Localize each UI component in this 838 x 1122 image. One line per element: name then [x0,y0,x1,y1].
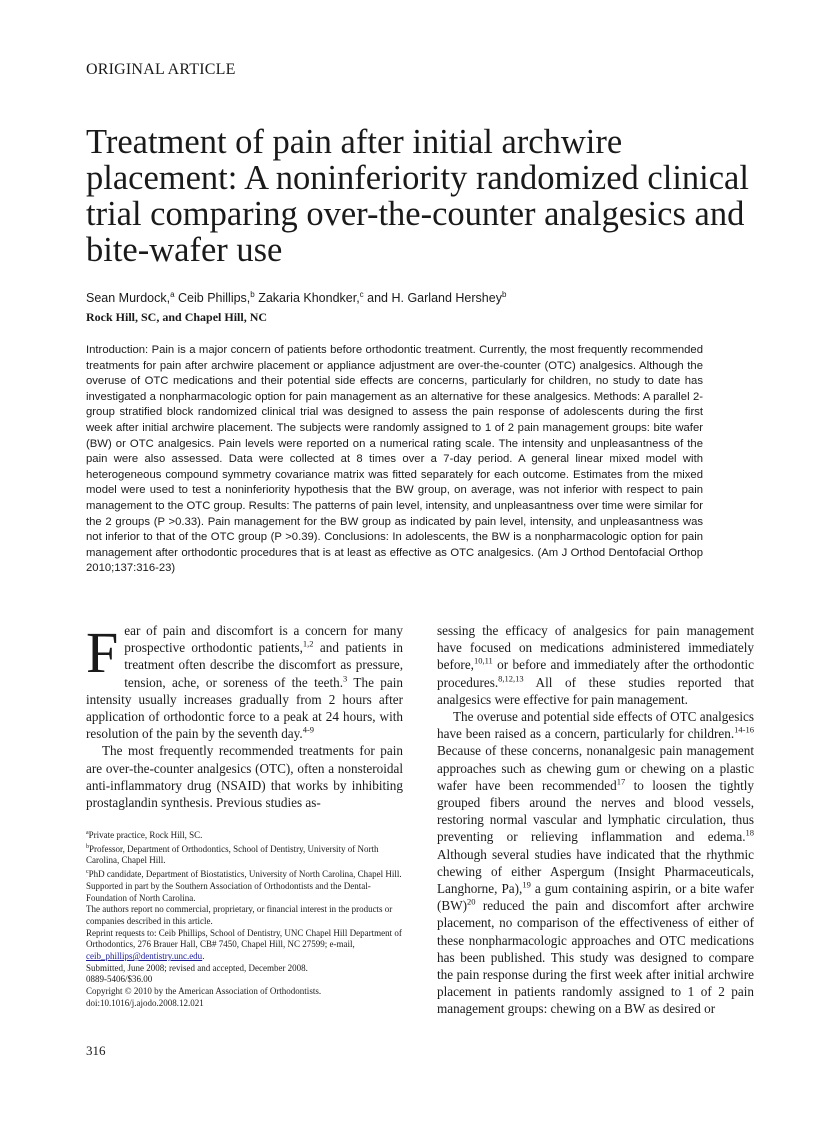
footnote-c [86,867,403,881]
author-name: and H. Garland Hershey [367,291,502,306]
reference-citation[interactable]: 3 [343,673,348,684]
footnote-text: . [202,951,205,962]
reference-citation[interactable]: 20 [467,896,476,907]
abstract: Introduction: Pain is a major concern of patients before orthodontic treatment. Currently, the most frequently recommended treatments for pain after archwire placement or appliance adjustment are over-the-counter (OTC) analgesics. Although the overuse of OTC medications and their potential side effects are concerns, particularly for children, no study to date has investigated a nonpharmacologic option for pain management as an alternative for these analgesics. Methods: A parallel 2-group stratified block randomized clinical trial was designed to assess the pain response of adolescents during the first week after initial archwire placement. The subjects were randomly assigned to 1 of 2 pain management groups: bite wafer (BW) or OTC analgesics. Pain levels were reported on a numerical rating scale. The intensity and unpleasantness of the pain were also assessed. Data were collected at 8 times over a 7-day period. A general linear mixed model with heterogeneous compound symmetry covariance matrix was fitted separately for each outcome. Estimates from the mixed model were used to test a noninferiority hypothesis that the BW group, on average, was not inferior with respect to pain management to the OTC group. Results: The patterns of pain level, intensity, and unpleasantness over time were similar for the 2 groups (P >0.33). Pain management for the BW group as indicated by pain level, intensity, and unpleasantness was not inferior to that of the OTC group (P >0.39). Conclusions: In adolescents, the BW is a nonpharmacologic option for pain management after orthodontic procedures that is at least as effective as OTC analgesics. (Am J Orthod Dentofacial Orthop 2010;137:316-23) [86,344,703,575]
text-run: a gum containing aspirin, or a bite wafer (BW) [437,881,754,914]
body-column-left [86,622,403,811]
footnote-mark: a [86,830,89,836]
affiliation-line: Rock Hill, SC, and Chapel Hill, NC [86,310,268,324]
footnote-reprint [86,928,403,963]
footnote-text: PhD candidate, Department of Biostatistics, University of North Carolina, Chapel Hill. [88,869,402,880]
text-run: The overuse and potential side effects of OTC analgesics have been raised as a concern, particularly for children. [437,709,754,742]
body-column-right [437,622,754,1018]
footnote-support: Supported in part by the Southern Association of Orthodontists and the Dental-Foundation of North Carolina. [86,880,371,903]
footnote-b [86,842,403,867]
body-paragraph [437,708,754,1018]
author-list [86,290,506,305]
text-run: and patients in treatment often describe the discomfort as pressure, tension, ache, or soreness of the teeth. [124,640,403,690]
text-run: sessing the efficacy of analgesics for pain management have focused on medications administered immediately before, [437,623,754,673]
reference-citation[interactable]: 1,2 [302,638,314,649]
footnote-submitted: Submitted, June 2008; revised and accepted, December 2008. [86,962,308,973]
author-affil-mark: b [250,290,255,299]
reference-citation[interactable]: 19 [522,879,531,890]
author-affil-mark: b [501,290,507,299]
reference-citation[interactable]: 4-9 [302,724,315,735]
body-paragraph [86,622,403,742]
author-affil-mark: c [359,290,364,299]
text-run: Although several studies have indicated that the rhythmic chewing of either Aspergum (Insight Pharmaceuticals, Langhorne, Pa), [437,846,754,897]
text-run: to loosen the tightly grouped fibers around the nerves and blood vessels, restoring normal vascular and lymphatic circulation, thus preventing or relieving inflammation and edema. [437,777,754,845]
reference-citation[interactable]: 8,12,13 [498,673,524,684]
article-title: Treatment of pain after initial archwire placement: A noninferiority randomized clinical trial comparing over-the-counter analgesics and bite-wafer use [86,123,749,269]
footnote-text: Private practice, Rock Hill, SC. [88,830,203,840]
body-paragraph: The most frequently recommended treatments for pain are over-the-counter analgesics (OTC), often a nonsteroidal anti-inflammatory drug (NSAID) that works by inhibiting prostaglandin synthesis. Previous studies as- [86,743,403,811]
text-run: reduced the pain and discomfort after archwire placement, no comparison of the effectiveness of either of these nonpharmacologic approaches and OTC medications has been published. This study was designed to compare the pain response during the first week after initial archwire placement in patients randomly assigned to 1 of 2 pain management groups: chewing on a BW as desired or [437,898,754,1017]
text-run: Because of these concerns, nonanalgesic pain management approaches such as chewing gum or chewing on a plastic wafer have been recommended [437,743,754,793]
reference-citation[interactable]: 18 [745,828,754,839]
reference-citation[interactable]: 17 [616,776,626,787]
footnotes [86,828,403,1010]
author-name: Sean Murdock, [86,291,171,306]
author-affil-mark: a [170,290,175,299]
footnote-text: Reprint requests to: Ceib Phillips, School of Dentistry, UNC Chapel Hill Department of Orthodontics, 276 Brauer Hall, CB# 7450, Chapel Hill, NC 27599; e-mail, [86,927,402,950]
footnote-issn: 0889-5406/$36.00 [86,974,153,985]
text-run: All of these studies reported that analgesics were effective for pain management. [437,674,754,707]
footnote-text: Professor, Department of Orthodontics, School of Dentistry, University of North Carolina, Chapel Hill. [86,843,379,866]
body-paragraph [437,622,754,708]
reference-citation[interactable]: 14-16 [734,724,754,735]
footnote-interest: The authors report no commercial, proprietary, or financial interest in the products or companies described in this article. [86,904,393,926]
reference-citation[interactable]: 10,11 [473,656,493,667]
page-number: 316 [86,1043,106,1058]
footnote-copyright: Copyright © 2010 by the American Association of Orthodontists. [86,986,322,997]
footnote-doi[interactable]: doi:10.1016/j.ajodo.2008.12.021 [86,997,204,1008]
author-name: Ceib Phillips, [178,291,251,306]
text-run: The pain intensity usually increases gradually from 2 hours after application of orthodontic force to a peak at 24 hours, with resolution of the pain by the seventh day. [86,674,404,742]
footnote-a [86,828,403,842]
section-label: ORIGINAL ARTICLE [86,61,236,78]
footnote-mark: b [86,843,89,850]
text-run: or before and immediately after the orthodontic procedures. [437,657,754,690]
text-run: ear of pain and discomfort is a concern for many prospective orthodontic patients, [124,623,403,656]
drop-cap: F [86,620,119,685]
author-name: Zakaria Khondker, [258,291,360,306]
footnote-mark: c [86,869,89,876]
email-link[interactable]: ceib_phillips@dentistry.unc.edu [86,951,203,962]
